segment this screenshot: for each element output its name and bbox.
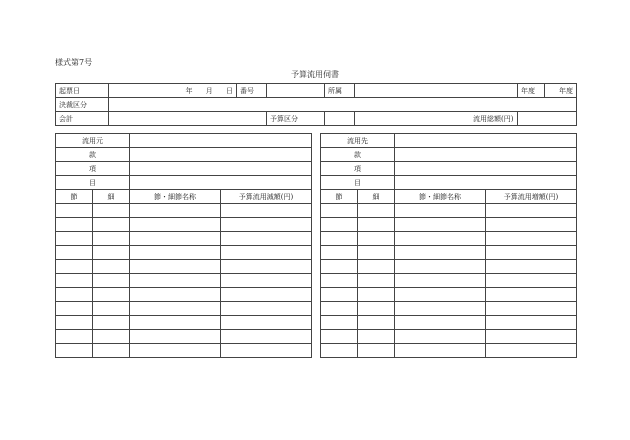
source-entry-cell[interactable]	[56, 218, 93, 232]
destination-entry-cell[interactable]	[321, 344, 358, 358]
source-entry-cell[interactable]	[221, 246, 312, 260]
destination-entry-cell[interactable]	[321, 204, 358, 218]
destination-entry-cell[interactable]	[358, 330, 395, 344]
source-entry-cell[interactable]	[221, 288, 312, 302]
destination-entry-cell[interactable]	[321, 218, 358, 232]
destination-entry-cell[interactable]	[486, 330, 577, 344]
source-entry-cell[interactable]	[221, 218, 312, 232]
destination-entry-cell[interactable]	[321, 246, 358, 260]
destination-entry-row	[321, 316, 577, 330]
source-entry-row	[56, 204, 312, 218]
source-entry-row	[56, 288, 312, 302]
source-entry-cell[interactable]	[221, 330, 312, 344]
source-entry-cell[interactable]	[56, 204, 93, 218]
destination-entry-cell[interactable]	[358, 302, 395, 316]
destination-kan-field[interactable]	[395, 148, 577, 162]
destination-body	[321, 204, 577, 358]
source-entry-row	[56, 246, 312, 260]
destination-entry-row	[321, 232, 577, 246]
destination-entry-cell[interactable]	[395, 274, 486, 288]
destination-entry-row	[321, 204, 577, 218]
destination-entry-row	[321, 302, 577, 316]
source-title: 流用元	[56, 134, 130, 148]
destination-entry-cell[interactable]	[321, 316, 358, 330]
destination-entry-cell[interactable]	[395, 288, 486, 302]
source-table	[55, 133, 312, 358]
destination-entry-row	[321, 288, 577, 302]
source-entry-row	[56, 316, 312, 330]
source-entry-cell[interactable]	[56, 246, 93, 260]
form-title: 予算流用伺書	[291, 70, 339, 79]
destination-entry-cell[interactable]	[358, 344, 395, 358]
source-entry-cell[interactable]	[93, 260, 130, 274]
destination-entry-cell[interactable]	[321, 274, 358, 288]
budget-category-field[interactable]	[325, 112, 355, 126]
fiscal-year-label: 年度	[518, 84, 545, 98]
source-entry-cell[interactable]	[56, 232, 93, 246]
destination-entry-cell[interactable]	[486, 204, 577, 218]
source-entry-cell[interactable]	[93, 302, 130, 316]
source-entry-cell[interactable]	[130, 232, 221, 246]
destination-kou-field[interactable]	[395, 162, 577, 176]
destination-entry-cell[interactable]	[395, 330, 486, 344]
source-entry-row	[56, 302, 312, 316]
destination-entry-row	[321, 344, 577, 358]
destination-entry-cell[interactable]	[395, 218, 486, 232]
source-entry-cell[interactable]	[56, 344, 93, 358]
destination-table	[320, 133, 577, 358]
source-kou-field[interactable]	[130, 162, 312, 176]
destination-col-sai: 細	[358, 190, 395, 204]
destination-entry-cell[interactable]	[395, 204, 486, 218]
source-entry-row	[56, 330, 312, 344]
source-entry-cell[interactable]	[93, 316, 130, 330]
destination-entry-row	[321, 246, 577, 260]
destination-entry-cell[interactable]	[486, 344, 577, 358]
source-entry-cell[interactable]	[221, 260, 312, 274]
source-entry-cell[interactable]	[56, 260, 93, 274]
destination-entry-row	[321, 274, 577, 288]
source-entry-cell[interactable]	[130, 204, 221, 218]
destination-entry-cell[interactable]	[358, 246, 395, 260]
year-unit: 年	[185, 86, 193, 95]
approval-field[interactable]	[109, 98, 577, 112]
source-moku-field[interactable]	[130, 176, 312, 190]
account-field[interactable]	[109, 112, 267, 126]
destination-entry-cell[interactable]	[321, 260, 358, 274]
source-col-amount: 予算流用減額(円)	[221, 190, 312, 204]
destination-entry-cell[interactable]	[486, 246, 577, 260]
source-body	[56, 204, 312, 358]
destination-col-name: 節・細節名称	[395, 190, 486, 204]
date-field[interactable]	[109, 84, 237, 98]
destination-entry-cell[interactable]	[358, 288, 395, 302]
source-entry-row	[56, 260, 312, 274]
source-entry-cell[interactable]	[130, 274, 221, 288]
approval-label: 決裁区分	[56, 98, 109, 112]
destination-entry-cell[interactable]	[358, 274, 395, 288]
source-entry-cell[interactable]	[130, 218, 221, 232]
source-moku-label: 目	[56, 176, 130, 190]
destination-entry-cell[interactable]	[395, 302, 486, 316]
source-entry-cell[interactable]	[56, 274, 93, 288]
day-unit: 日	[226, 86, 233, 95]
destination-entry-cell[interactable]	[358, 260, 395, 274]
source-entry-cell[interactable]	[56, 288, 93, 302]
destination-entry-cell[interactable]	[486, 218, 577, 232]
source-col-setsu: 節	[56, 190, 93, 204]
department-label: 所属	[325, 84, 355, 98]
source-entry-cell[interactable]	[56, 302, 93, 316]
destination-entry-cell[interactable]	[486, 288, 577, 302]
source-entry-cell[interactable]	[93, 204, 130, 218]
source-kou-label: 項	[56, 162, 130, 176]
destination-col-amount: 予算流用増額(円)	[486, 190, 577, 204]
source-entry-row	[56, 218, 312, 232]
source-entry-row	[56, 344, 312, 358]
source-entry-cell[interactable]	[93, 330, 130, 344]
source-entry-cell[interactable]	[130, 344, 221, 358]
fiscal-year-field[interactable]: 年度	[545, 84, 577, 98]
source-entry-cell[interactable]	[221, 274, 312, 288]
destination-entry-row	[321, 330, 577, 344]
destination-kan-label: 款	[321, 148, 395, 162]
source-entry-cell[interactable]	[221, 344, 312, 358]
source-entry-cell[interactable]	[221, 316, 312, 330]
destination-entry-cell[interactable]	[358, 232, 395, 246]
source-entry-cell[interactable]	[56, 316, 93, 330]
source-entry-cell[interactable]	[130, 260, 221, 274]
source-title-field[interactable]	[130, 134, 312, 148]
destination-entry-cell[interactable]	[486, 274, 577, 288]
destination-moku-label: 目	[321, 176, 395, 190]
department-field[interactable]	[355, 84, 518, 98]
source-entry-cell[interactable]	[221, 302, 312, 316]
source-kan-label: 款	[56, 148, 130, 162]
source-entry-cell[interactable]	[93, 232, 130, 246]
destination-col-setsu: 節	[321, 190, 358, 204]
destination-entry-cell[interactable]	[486, 260, 577, 274]
source-entry-cell[interactable]	[93, 218, 130, 232]
transfer-total-field[interactable]	[518, 112, 577, 126]
source-entry-cell[interactable]	[221, 232, 312, 246]
source-entry-cell[interactable]	[130, 246, 221, 260]
source-entry-cell[interactable]	[93, 274, 130, 288]
destination-entry-cell[interactable]	[321, 302, 358, 316]
destination-entry-cell[interactable]	[358, 204, 395, 218]
source-entry-cell[interactable]	[130, 302, 221, 316]
destination-entry-cell[interactable]	[395, 260, 486, 274]
destination-entry-cell[interactable]	[395, 232, 486, 246]
source-entry-cell[interactable]	[56, 330, 93, 344]
budget-category-label: 予算区分	[267, 112, 325, 126]
destination-entry-cell[interactable]	[321, 330, 358, 344]
destination-entry-cell[interactable]	[358, 218, 395, 232]
source-entry-cell[interactable]	[130, 330, 221, 344]
source-col-sai: 細	[93, 190, 130, 204]
source-entry-row	[56, 232, 312, 246]
transfer-total-label: 流用総額(円)	[355, 112, 518, 126]
source-entry-row	[56, 274, 312, 288]
date-label: 起票日	[56, 84, 109, 98]
destination-entry-cell[interactable]	[395, 246, 486, 260]
destination-entry-row	[321, 260, 577, 274]
source-entry-cell[interactable]	[93, 344, 130, 358]
source-entry-cell[interactable]	[93, 246, 130, 260]
destination-entry-cell[interactable]	[395, 344, 486, 358]
header-table	[55, 83, 577, 126]
destination-entry-cell[interactable]	[321, 232, 358, 246]
destination-entry-cell[interactable]	[486, 302, 577, 316]
source-col-name: 節・細節名称	[130, 190, 221, 204]
source-entry-cell[interactable]	[221, 204, 312, 218]
destination-title: 流用先	[321, 134, 395, 148]
account-label: 会計	[56, 112, 109, 126]
destination-entry-cell[interactable]	[486, 232, 577, 246]
form-number: 様式第7号	[55, 58, 93, 67]
month-unit: 月	[205, 86, 213, 95]
destination-title-field[interactable]	[395, 134, 577, 148]
destination-entry-cell[interactable]	[395, 316, 486, 330]
source-entry-cell[interactable]	[130, 316, 221, 330]
destination-kou-label: 項	[321, 162, 395, 176]
source-entry-cell[interactable]	[130, 288, 221, 302]
source-entry-cell[interactable]	[93, 288, 130, 302]
source-kan-field[interactable]	[130, 148, 312, 162]
destination-entry-cell[interactable]	[486, 316, 577, 330]
destination-entry-row	[321, 218, 577, 232]
destination-moku-field[interactable]	[395, 176, 577, 190]
destination-entry-cell[interactable]	[358, 316, 395, 330]
number-label: 番号	[237, 84, 267, 98]
destination-entry-cell[interactable]	[321, 288, 358, 302]
number-field[interactable]	[267, 84, 325, 98]
